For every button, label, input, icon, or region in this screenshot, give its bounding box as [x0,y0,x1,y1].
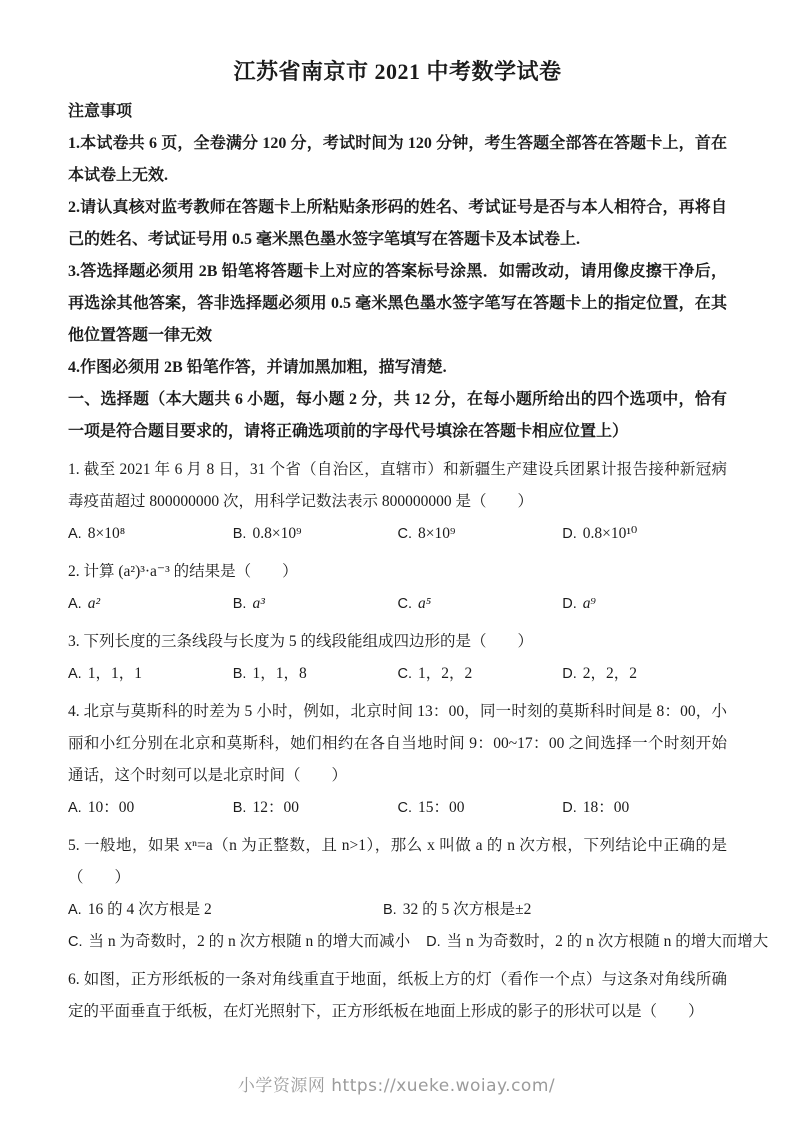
question-2 [68,556,727,620]
question-1-options [68,518,727,550]
question-2-option-c [398,588,563,620]
notice-item-4: 4.作图必须用 2B 铅笔作答，并请加黑加粗，描写清楚. [68,359,447,376]
option-letter: C. [397,526,412,542]
option-letter: D. [562,800,577,816]
page-content [68,56,769,1028]
question-4-text: 4. 北京与莫斯科的时差为 5 小时，例如，北京时间 13：00，同一时刻的莫斯科时间是 8：00，小丽和小红分别在北京和莫斯科，她们相约在各自当地时间 9：00~17：00 之间选择一个时刻开始通话，这个时刻可以是北京时间（ ） [68,703,727,784]
option-letter: D. [426,934,441,950]
option-letter: B. [232,800,247,816]
question-3-option-c [398,658,563,690]
option-value: 当 n 为奇数时，2 的 n 次方根随 n 的增大而增大 [446,933,769,950]
question-2-option-b [233,588,398,620]
question-5-options-row-2 [68,926,769,958]
notice-heading: 注意事项 [68,103,133,120]
option-value: 1，2，2 [418,665,473,682]
option-letter: B. [383,902,397,918]
option-value: 2，2，2 [582,665,638,682]
option-value: 8×10⁸ [87,525,126,542]
option-value: 0.8×10⁹ [252,525,302,542]
option-letter: B. [232,666,247,682]
footer-watermark: 小学资源网 https://xueke.woiay.com/ [237,1076,556,1096]
option-letter: C. [397,800,412,816]
option-letter: A. [68,526,82,542]
question-4-option-d [562,792,727,824]
question-2-option-a [68,588,233,620]
question-3-text: 3. 下列长度的三条线段与长度为 5 的线段能组成四边形的是（ ） [68,633,534,650]
option-value: 1，1，8 [252,665,307,682]
option-letter: D. [562,596,577,612]
option-value: 16 的 4 次方根是 2 [87,901,212,918]
question-4 [68,696,727,824]
question-5-option-d [426,926,768,958]
option-value: 10：00 [87,799,135,816]
option-letter: A. [68,902,82,918]
option-value: a³ [252,595,265,612]
question-5 [68,830,769,958]
question-4-options [68,792,727,824]
option-letter: B. [232,596,247,612]
question-5-options-row-1 [68,894,727,926]
option-value: 1，1，1 [87,665,142,682]
option-letter: D. [562,666,577,682]
option-value: 8×10⁹ [418,525,456,542]
question-1-text: 1. 截至 2021 年 6 月 8 日，31 个省（自治区，直辖市）和新疆生产建设兵团累计报告接种新冠病毒疫苗超过 800000000 次，用科学记数法表示 800000000 是（ ） [68,461,727,510]
question-1 [68,454,727,550]
option-value: 12：00 [252,799,299,816]
notice-item-3: 3.答选择题必须用 2B 铅笔将答题卡上对应的答案标号涂黑．如需改动，请用像皮擦干净后，再选涂其他答案，答非选择题必须用 0.5 毫米黑色墨水签字笔写在答题卡上的指定位置，在其他位置答题一律无效 [68,263,727,344]
option-letter: A. [68,666,82,682]
option-value: a⁹ [582,595,596,612]
notice-item-2: 2.请认真核对监考教师在答题卡上所粘贴条形码的姓名、考试证号是否与本人相符合，再将自己的姓名、考试证号用 0.5 毫米黑色墨水签字笔填写在答题卡及本试卷上. [68,199,727,248]
question-3-options [68,658,727,690]
question-6 [68,964,727,1028]
option-letter: C. [397,596,412,612]
question-3 [68,626,727,690]
page-title: 江苏省南京市 2021 中考数学试卷 [233,59,562,84]
question-5-option-a [68,894,383,926]
question-1-option-d [562,518,727,550]
option-value: 当 n 为奇数时，2 的 n 次方根随 n 的增大而减小 [88,933,411,950]
option-letter: C. [68,934,83,950]
question-2-option-d [562,588,727,620]
question-4-option-a [68,792,233,824]
option-letter: C. [397,666,412,682]
question-1-option-c [398,518,563,550]
question-4-option-c [398,792,563,824]
question-6-text: 6. 如图，正方形纸板的一条对角线重直于地面，纸板上方的灯（看作一个点）与这条对角线所确定的平面垂直于纸板，在灯光照射下，正方形纸板在地面上形成的影子的形状可以是（ ） [68,971,727,1020]
question-4-option-b [233,792,398,824]
question-3-option-d [562,658,727,690]
question-5-option-c [68,926,410,958]
option-letter: B. [232,526,247,542]
question-2-options [68,588,727,620]
option-value: 32 的 5 次方根是±2 [402,901,532,918]
option-letter: A. [68,800,82,816]
question-2-text: 2. 计算 (a²)³·a⁻³ 的结果是（ ） [68,563,298,580]
question-1-option-b [233,518,398,550]
question-5-text: 5. 一般地，如果 xⁿ=a（n 为正整数，且 n>1），那么 x 叫做 a 的 n 次方根，下列结论中正确的是（ ） [68,837,727,886]
question-1-option-a [68,518,233,550]
option-value: a² [87,595,101,612]
option-value: 15：00 [418,799,465,816]
option-value: 18：00 [582,799,630,816]
notice-item-1: 1.本试卷共 6 页，全卷满分 120 分，考试时间为 120 分钟，考生答题全部答在答题卡上，首在本试卷上无效. [68,135,727,184]
section-heading-choice: 一、选择题（本大题共 6 小题，每小题 2 分，共 12 分，在每小题所给出的四个选项中，恰有一项是符合题目要求的，请将正确选项前的字母代号填涂在答题卡相应位置上） [68,391,727,440]
option-value: 0.8×10¹⁰ [582,525,638,542]
question-5-option-b [383,894,531,926]
option-letter: A. [68,596,82,612]
option-value: a⁵ [418,595,432,612]
question-3-option-a [68,658,233,690]
question-3-option-b [233,658,398,690]
option-letter: D. [562,526,577,542]
